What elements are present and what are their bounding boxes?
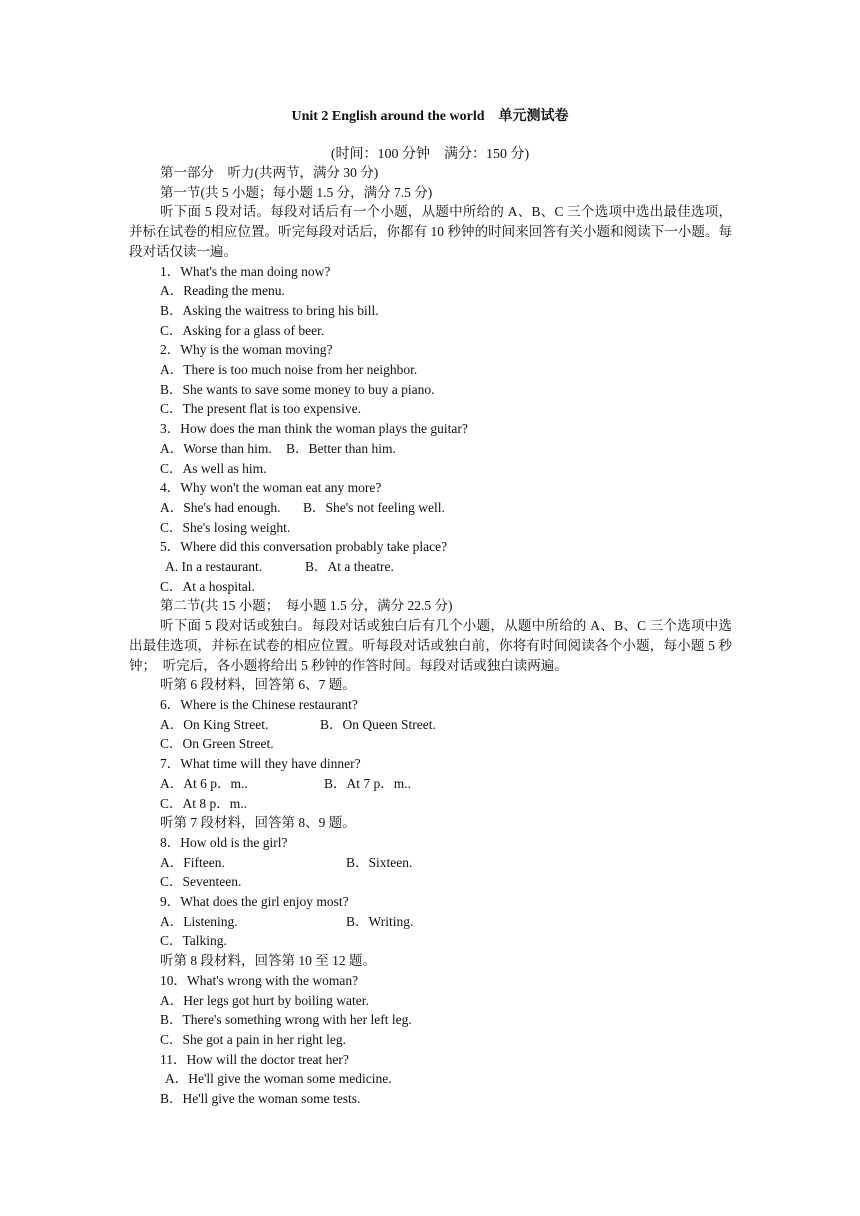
question-1-option-b: B．Asking the waitress to bring his bill. — [160, 302, 379, 318]
question-3-option-a: A．Worse than him. — [160, 440, 272, 456]
question-8-options-ab — [129, 853, 732, 873]
question-8-stem: 8．How old is the girl? — [160, 834, 288, 850]
time-score-info: (时间：100 分钟 满分：150 分) — [330, 147, 530, 162]
question-9-option-a: A．Listening. — [160, 913, 238, 929]
question-3-options-ab — [129, 439, 732, 459]
question-1-stem: 1．What's the man doing now? — [160, 263, 331, 279]
question-2-stem: 2．Why is the woman moving? — [160, 342, 333, 358]
question-8-option-c: C．Seventeen. — [160, 874, 242, 890]
material-6-note: 听第 6 段材料，回答第 6、7 题。 — [160, 677, 356, 693]
question-6-options-ab — [129, 715, 732, 735]
question-10-stem: 10．What's wrong with the woman? — [160, 972, 359, 988]
document-title: Unit 2 English around the world 单元测试卷 — [291, 109, 569, 124]
question-4-option-a: A．She's had enough. — [160, 499, 281, 515]
question-9-option-b: B．Writing. — [346, 913, 414, 929]
question-5-stem: 5．Where did this conversation probably take place? — [160, 539, 448, 555]
question-11-stem: 11．How will the doctor treat her? — [160, 1051, 349, 1067]
question-1-option-c: C．Asking for a glass of beer. — [160, 322, 325, 338]
question-6-option-a: A．On King Street. — [160, 716, 269, 732]
part1-heading: 第一部分 听力(共两节，满分 30 分) — [160, 165, 379, 180]
question-4-option-c: C．She's losing weight. — [160, 519, 291, 535]
question-5-options-ab — [129, 557, 732, 577]
question-3-stem: 3．How does the man think the woman plays the guitar? — [160, 421, 468, 437]
material-8-note: 听第 8 段材料，回答第 10 至 12 题。 — [160, 953, 376, 969]
question-7-stem: 7．What time will they have dinner? — [160, 756, 361, 772]
question-2-option-c: C．The present flat is too expensive. — [160, 401, 361, 417]
question-4-stem: 4．Why won't the woman eat any more? — [160, 480, 382, 496]
question-10-option-b: B．There's something wrong with her left leg. — [160, 1012, 412, 1028]
question-5-option-a: A. In a restaurant. — [165, 559, 263, 575]
question-2-option-a: A．There is too much noise from her neighbor. — [160, 362, 418, 378]
question-2-option-b: B．She wants to save some money to buy a piano. — [160, 381, 435, 397]
question-7-options-ab — [129, 774, 732, 794]
material-7-note: 听第 7 段材料，回答第 8、9 题。 — [160, 815, 356, 831]
question-1-option-a: A．Reading the menu. — [160, 283, 285, 299]
question-9-option-c: C．Talking. — [160, 933, 227, 949]
question-9-stem: 9．What does the girl enjoy most? — [160, 894, 349, 910]
question-5-option-c: C．At a hospital. — [160, 578, 255, 594]
question-7-option-b: B．At 7 p．m.. — [324, 775, 412, 791]
question-7-option-a: A．At 6 p．m.. — [160, 775, 248, 791]
question-6-stem: 6．Where is the Chinese restaurant? — [160, 696, 358, 712]
section1-heading: 第一节(共 5 小题；每小题 1.5 分，满分 7.5 分) — [160, 184, 433, 200]
question-5-option-b: B．At a theatre. — [305, 559, 394, 575]
section2-instructions: 听下面 5 段对话或独白。每段对话或独白后有几个小题，从题中所给的 A、B、C 三个选项中选出最佳选项，并标在试卷的相应位置。听每段对话或独白前，你将有时间阅读各个小题，每小题 5 秒钟； 听完后，各小题将给出 5 秒钟的作答时间。每段对话或独白读两遍。 — [129, 618, 732, 673]
question-7-option-c: C．At 8 p．m.. — [160, 795, 248, 811]
question-3-option-b: B．Better than him. — [286, 440, 396, 456]
question-9-options-ab — [129, 912, 732, 932]
question-4-options-ab — [129, 498, 732, 518]
question-10-option-c: C．She got a pain in her right leg. — [160, 1031, 346, 1047]
question-11-option-b: B．He'll give the woman some tests. — [160, 1091, 361, 1107]
question-8-option-a: A．Fifteen. — [160, 854, 225, 870]
question-3-option-c: C．As well as him. — [160, 460, 267, 476]
question-11-option-a: A．He'll give the woman some medicine. — [165, 1071, 392, 1087]
question-8-option-b: B．Sixteen. — [346, 854, 413, 870]
question-6-option-b: B．On Queen Street. — [320, 716, 436, 732]
section2-heading: 第二节(共 15 小题； 每小题 1.5 分，满分 22.5 分) — [160, 598, 453, 614]
section1-instructions: 听下面 5 段对话。每段对话后有一个小题，从题中所给的 A、B、C 三个选项中选出最佳选项，并标在试卷的相应位置。听完每段对话后，你都有 10 秒钟的时间来回答有关小题和阅读下一小题。每段对话仅读一遍。 — [129, 204, 732, 259]
question-10-option-a: A．Her legs got hurt by boiling water. — [160, 992, 369, 1008]
exam-body — [129, 163, 732, 1109]
question-4-option-b: B．She's not feeling well. — [303, 499, 445, 515]
question-6-option-c: C．On Green Street. — [160, 736, 274, 752]
